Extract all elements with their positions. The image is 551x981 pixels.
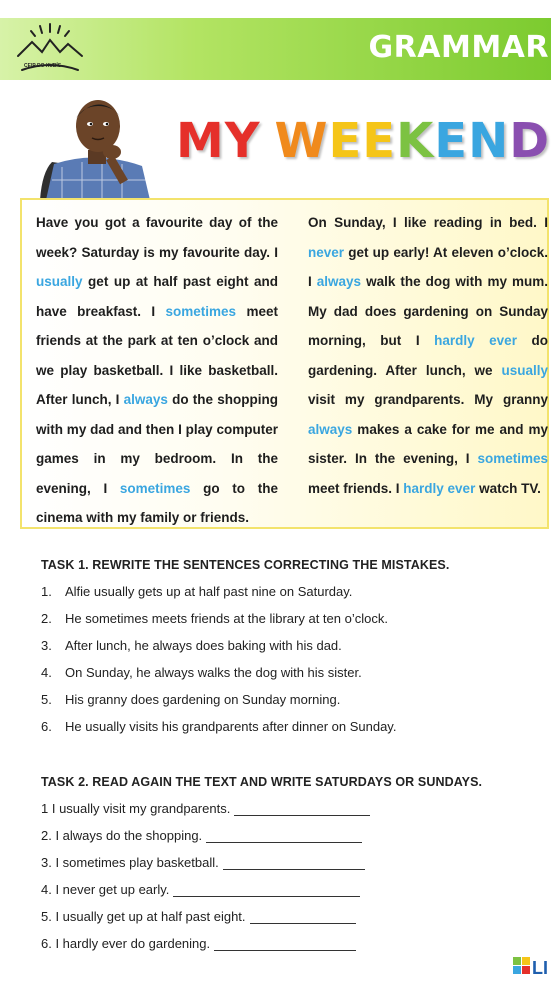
task2-sentence: [41, 828, 362, 843]
reading-text: get up at half past eight and have breakfast. I: [36, 274, 278, 319]
task2-sentence: [41, 909, 356, 924]
task2-heading: TASK 2. READ AGAIN THE TEXT AND WRITE SATURDAYS OR SUNDAYS.: [41, 775, 483, 789]
task1-number: 4.: [41, 665, 52, 680]
task1-sentence-text: On Sunday, he always walks the dog with his sister.: [65, 665, 362, 680]
frequency-adverb: sometimes: [119, 480, 191, 496]
task1-number: 3.: [41, 638, 52, 653]
liveworksheets-logo: [513, 955, 551, 977]
task1-sentence-text: Alfie usually gets up at half past nine on Saturday.: [65, 584, 353, 599]
reading-text: meet friends at the park at ten o’clock and we play basketball. I like basketball. After lunch, I: [36, 303, 278, 407]
frequency-adverb: usually: [501, 362, 548, 378]
frequency-adverb: sometimes: [165, 303, 237, 319]
reading-text: visit my grandparents. My granny: [308, 392, 548, 407]
task2-sentence: [41, 801, 370, 816]
task1-sentence-text: His granny does gardening on Sunday morning.: [65, 692, 341, 707]
title-letter: [261, 113, 275, 169]
task1-sentence: [41, 584, 352, 599]
reading-column-sunday: [308, 208, 548, 503]
task2-sentence-text: 3. I sometimes play basketball.: [41, 855, 219, 870]
frequency-adverb: always: [308, 421, 353, 437]
task2-sentence-text: 1 I usually visit my grandparents.: [41, 801, 231, 816]
title-letter: W: [274, 113, 329, 169]
reading-text: watch TV.: [475, 480, 541, 496]
title-letter: D: [509, 113, 551, 169]
task1-sentence-text: He sometimes meets friends at the library at ten o’clock.: [65, 611, 388, 626]
answer-blank[interactable]: [223, 857, 365, 870]
school-logo: [12, 20, 88, 80]
task1-sentence: [41, 665, 362, 680]
answer-blank[interactable]: [214, 938, 356, 951]
task2-sentence: [41, 936, 356, 951]
task2-sentence-text: 4. I never get up early.: [41, 882, 170, 897]
task2-sentence-text: 6. I hardly ever do gardening.: [41, 936, 211, 951]
reading-text: makes a cake for me and my sister. In the evening, I: [308, 421, 548, 466]
answer-blank[interactable]: [234, 803, 370, 816]
boy-illustration: [32, 92, 160, 200]
svg-text:LI: LI: [532, 958, 548, 977]
reading-text: do the shopping with my dad and then I play computer games in my bedroom. In the evening, I: [36, 392, 278, 496]
reading-text: go to the cinema with my family or friends.: [36, 480, 278, 525]
task1-heading: TASK 1. REWRITE THE SENTENCES CORRECTING THE MISTAKES.: [41, 558, 450, 572]
frequency-adverb: sometimes: [477, 451, 548, 466]
worksheet-title: [176, 113, 550, 169]
title-letter: Y: [224, 113, 261, 169]
reading-text: get up early! At eleven o’clock. I: [308, 244, 548, 289]
frequency-adverb: always: [123, 392, 168, 407]
task2-sentence: [41, 855, 365, 870]
task1-sentence-text: After lunch, he always does baking with his dad.: [65, 638, 342, 653]
frequency-adverb: hardly ever: [434, 333, 517, 348]
frequency-adverb: always: [316, 274, 362, 289]
title-letter: E: [434, 113, 469, 169]
title-letter: N: [468, 113, 510, 169]
frequency-adverb: hardly ever: [403, 480, 476, 496]
reading-text: walk the dog with my mum. My dad does gardening on Sunday morning, but I: [308, 274, 548, 348]
logo-text: CEIP DO XUBÍS: [24, 63, 62, 69]
answer-blank[interactable]: [250, 911, 356, 924]
task1-sentence: [41, 719, 396, 734]
task1-number: 1.: [41, 584, 52, 599]
reading-text: On Sunday, I like reading in bed. I: [308, 215, 548, 230]
task2-sentence-text: 5. I usually get up at half past eight.: [41, 909, 246, 924]
title-letter: M: [176, 113, 225, 169]
reading-text-box: [20, 198, 549, 529]
task1-sentence: [41, 692, 340, 707]
answer-blank[interactable]: [173, 884, 360, 897]
title-letter: K: [396, 113, 435, 169]
reading-text: meet friends. I: [308, 480, 404, 496]
frequency-adverb: never: [308, 244, 345, 260]
task2-sentence: [41, 882, 360, 897]
task1-number: 5.: [41, 692, 52, 707]
task2-sentence-text: 2. I always do the shopping.: [41, 828, 203, 843]
frequency-adverb: usually: [36, 274, 83, 289]
task1-number: 6.: [41, 719, 52, 734]
task1-sentence: [41, 611, 388, 626]
reading-column-saturday: [36, 208, 278, 533]
title-letter: E: [328, 113, 363, 169]
answer-blank[interactable]: [206, 830, 362, 843]
task1-number: 2.: [41, 611, 52, 626]
subject-title: GRAMMAR: [368, 30, 549, 65]
task1-sentence: [41, 638, 342, 653]
reading-text: Have you got a favourite day of the week? Saturday is my favourite day. I: [36, 215, 278, 260]
task1-sentence-text: He usually visits his grandparents after dinner on Sunday.: [65, 719, 397, 734]
reading-text: do gardening. After lunch, we: [308, 333, 548, 378]
title-letter: E: [362, 113, 397, 169]
